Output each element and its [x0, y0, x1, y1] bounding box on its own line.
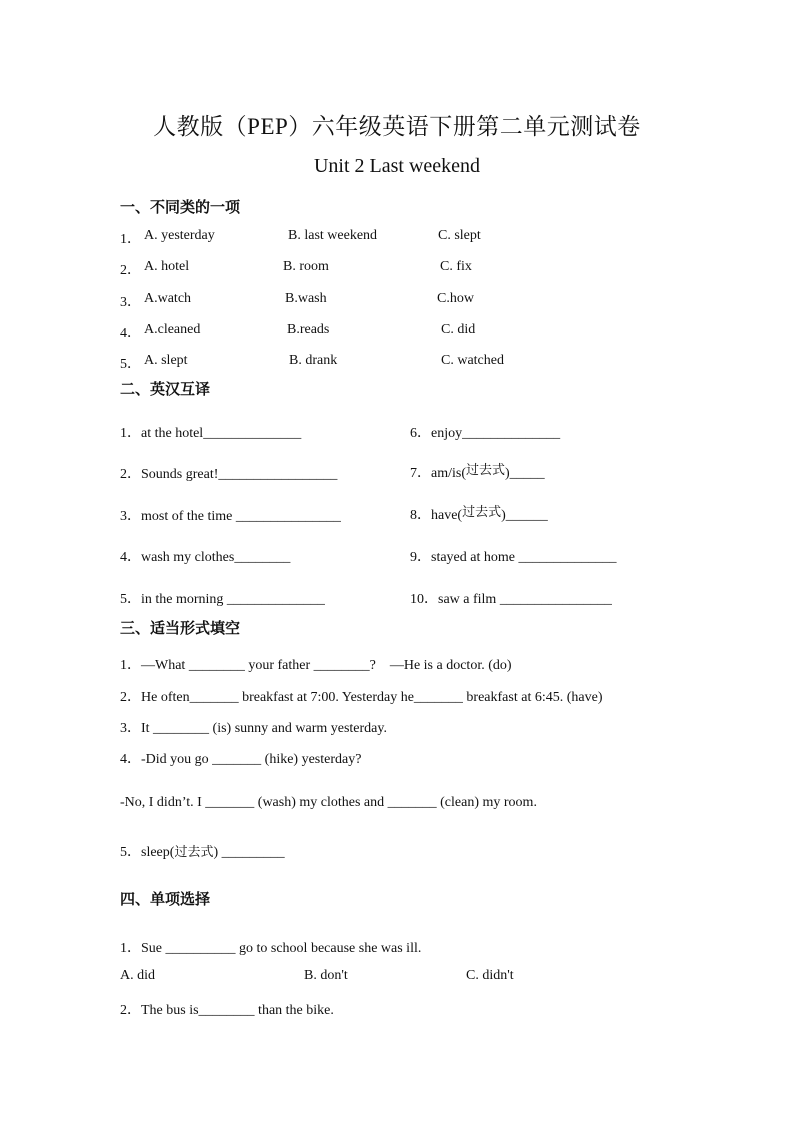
s1-q2-option-c: C. fix [440, 259, 472, 274]
s1-q4-option-b: B.reads [287, 322, 330, 337]
s1-q5-option-a: A. slept [144, 353, 188, 368]
s2-item-3: 3．most of the time _______________ [120, 509, 341, 524]
section4-heading: 四、单项选择 [120, 890, 211, 908]
s1-q5-num: 5． [120, 357, 141, 372]
s1-q2-option-a: A. hotel [144, 259, 190, 274]
s1-q4-option-a: A.cleaned [144, 322, 201, 337]
section2-heading: 二、英汉互译 [120, 380, 211, 398]
s4-question-1: 1．Sue __________ go to school because she was ill. [120, 941, 422, 956]
s1-q3-num: 3． [120, 295, 141, 310]
s1-q2-num: 2． [120, 263, 141, 278]
s3-line-3: 3．It ________ (is) sunny and warm yesterday. [120, 721, 387, 736]
s2-item-6: 6．enjoy______________ [410, 426, 561, 441]
s4-q1-option-b: B. don't [304, 968, 348, 983]
s1-q1-option-c: C. slept [438, 228, 481, 243]
s4-q1-option-c: C. didn't [466, 968, 514, 983]
s2-item-1: 1．at the hotel______________ [120, 426, 302, 441]
s4-question-2: 2．The bus is________ than the bike. [120, 1003, 334, 1018]
s1-q4-option-c: C. did [441, 322, 476, 337]
s1-q5-option-c: C. watched [441, 353, 504, 368]
s2-item-10: 10．saw a film ________________ [410, 592, 612, 607]
s1-q4-num: 4． [120, 326, 141, 341]
s1-q1-option-a: A. yesterday [144, 228, 215, 243]
s1-q1-option-b: B. last weekend [288, 228, 378, 243]
s2-item-9: 9．stayed at home ______________ [410, 550, 617, 565]
s1-q1-num: 1． [120, 232, 141, 247]
section1-heading: 一、不同类的一项 [120, 198, 241, 216]
s2-item-2: 2．Sounds great!_________________ [120, 467, 338, 482]
s3-line-2: 2．He often_______ breakfast at 7:00. Yesterday he_______ breakfast at 6:45. (have) [120, 690, 603, 705]
s3-line-5: 5．sleep(过去式) _________ [120, 845, 285, 860]
s1-q2-option-b: B. room [283, 259, 329, 274]
s3-line-4-answer: -No, I didn’t. I _______ (wash) my clothes and _______ (clean) my room. [120, 795, 537, 810]
s3-line-4: 4．-Did you go _______ (hike) yesterday? [120, 752, 362, 767]
page-title: 人教版（PEP）六年级英语下册第二单元测试卷 [153, 114, 641, 139]
s4-q1-option-a: A. did [120, 968, 155, 983]
s1-q3-option-c: C.how [437, 291, 474, 306]
s2-item-8: 8．have(过去式)______ [410, 505, 548, 523]
s2-item-7: 7．am/is(过去式)_____ [410, 463, 545, 481]
s2-item-4: 4．wash my clothes________ [120, 550, 291, 565]
s2-item-5: 5．in the morning ______________ [120, 592, 325, 607]
page-subtitle: Unit 2 Last weekend [313, 155, 481, 177]
s1-q5-option-b: B. drank [289, 353, 338, 368]
s1-q3-option-b: B.wash [285, 291, 327, 306]
s3-line-1: 1．—What ________ your father ________? —He is a doctor. (do) [120, 658, 512, 673]
section3-heading: 三、适当形式填空 [120, 619, 241, 637]
s1-q3-option-a: A.watch [144, 291, 192, 306]
